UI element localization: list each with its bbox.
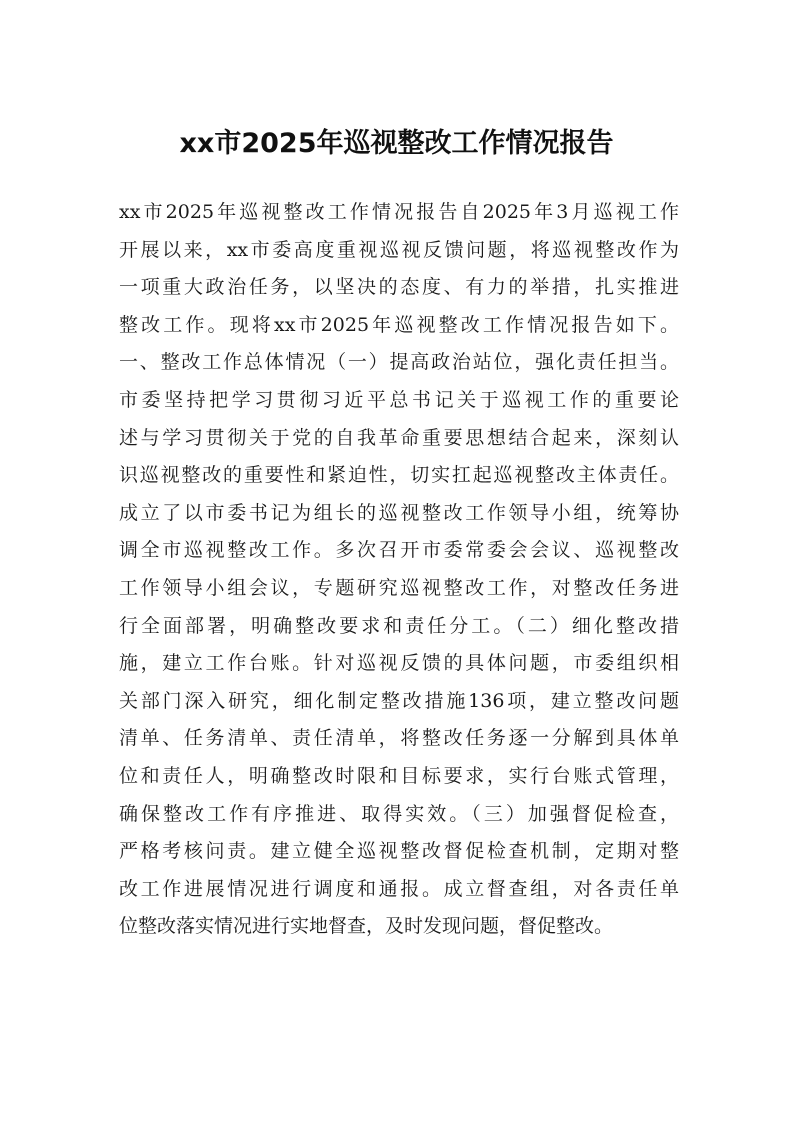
body-line: 严格考核问责。建立健全巡视整改督促检查机制，定期对整 <box>119 840 679 863</box>
body-line: 开展以来，xx市委高度重视巡视反馈问题，将巡视整改作为 <box>119 238 679 261</box>
document-title: xx市2025年巡视整改工作情况报告 <box>179 128 614 159</box>
body-line: 调全市巡视整改工作。多次召开市委常委会会议、巡视整改 <box>119 539 679 562</box>
body-line: 位整改落实情况进行实地督查，及时发现问题，督促整改。 <box>119 915 614 938</box>
body-line: xx市2025年巡视整改工作情况报告自2025年3月巡视工作 <box>119 201 679 223</box>
body-line: 改工作进展情况进行调度和通报。成立督查组，对各责任单 <box>119 877 679 900</box>
body-line: 行全面部署，明确整改要求和责任分工。（二）细化整改措 <box>119 614 679 637</box>
document-body <box>119 194 679 946</box>
body-line: 位和责任人，明确整改时限和目标要求，实行台账式管理， <box>119 764 679 787</box>
body-line: 清单、任务清单、责任清单，将整改任务逐一分解到具体单 <box>119 727 679 750</box>
body-line: 一、整改工作总体情况（一）提高政治站位，强化责任担当。 <box>119 351 679 374</box>
body-line: 市委坚持把学习贯彻习近平总书记关于巡视工作的重要论 <box>119 388 679 411</box>
body-line: 整改工作。现将xx市2025年巡视整改工作情况报告如下。 <box>119 313 679 336</box>
body-line: 一项重大政治任务，以坚决的态度、有力的举措，扎实推进 <box>119 276 679 299</box>
body-line: 述与学习贯彻关于党的自我革命重要思想结合起来，深刻认 <box>119 426 679 449</box>
body-line: 工作领导小组会议，专题研究巡视整改工作，对整改任务进 <box>119 576 679 599</box>
body-line: 确保整改工作有序推进、取得实效。（三）加强督促检查， <box>119 802 679 825</box>
body-line: 施，建立工作台账。针对巡视反馈的具体问题，市委组织相 <box>119 652 679 675</box>
body-line: 识巡视整改的重要性和紧迫性，切实扛起巡视整改主体责任。 <box>119 464 679 487</box>
body-line: 成立了以市委书记为组长的巡视整改工作领导小组，统筹协 <box>119 501 679 524</box>
body-line: 关部门深入研究，细化制定整改措施136项，建立整改问题 <box>119 689 679 712</box>
